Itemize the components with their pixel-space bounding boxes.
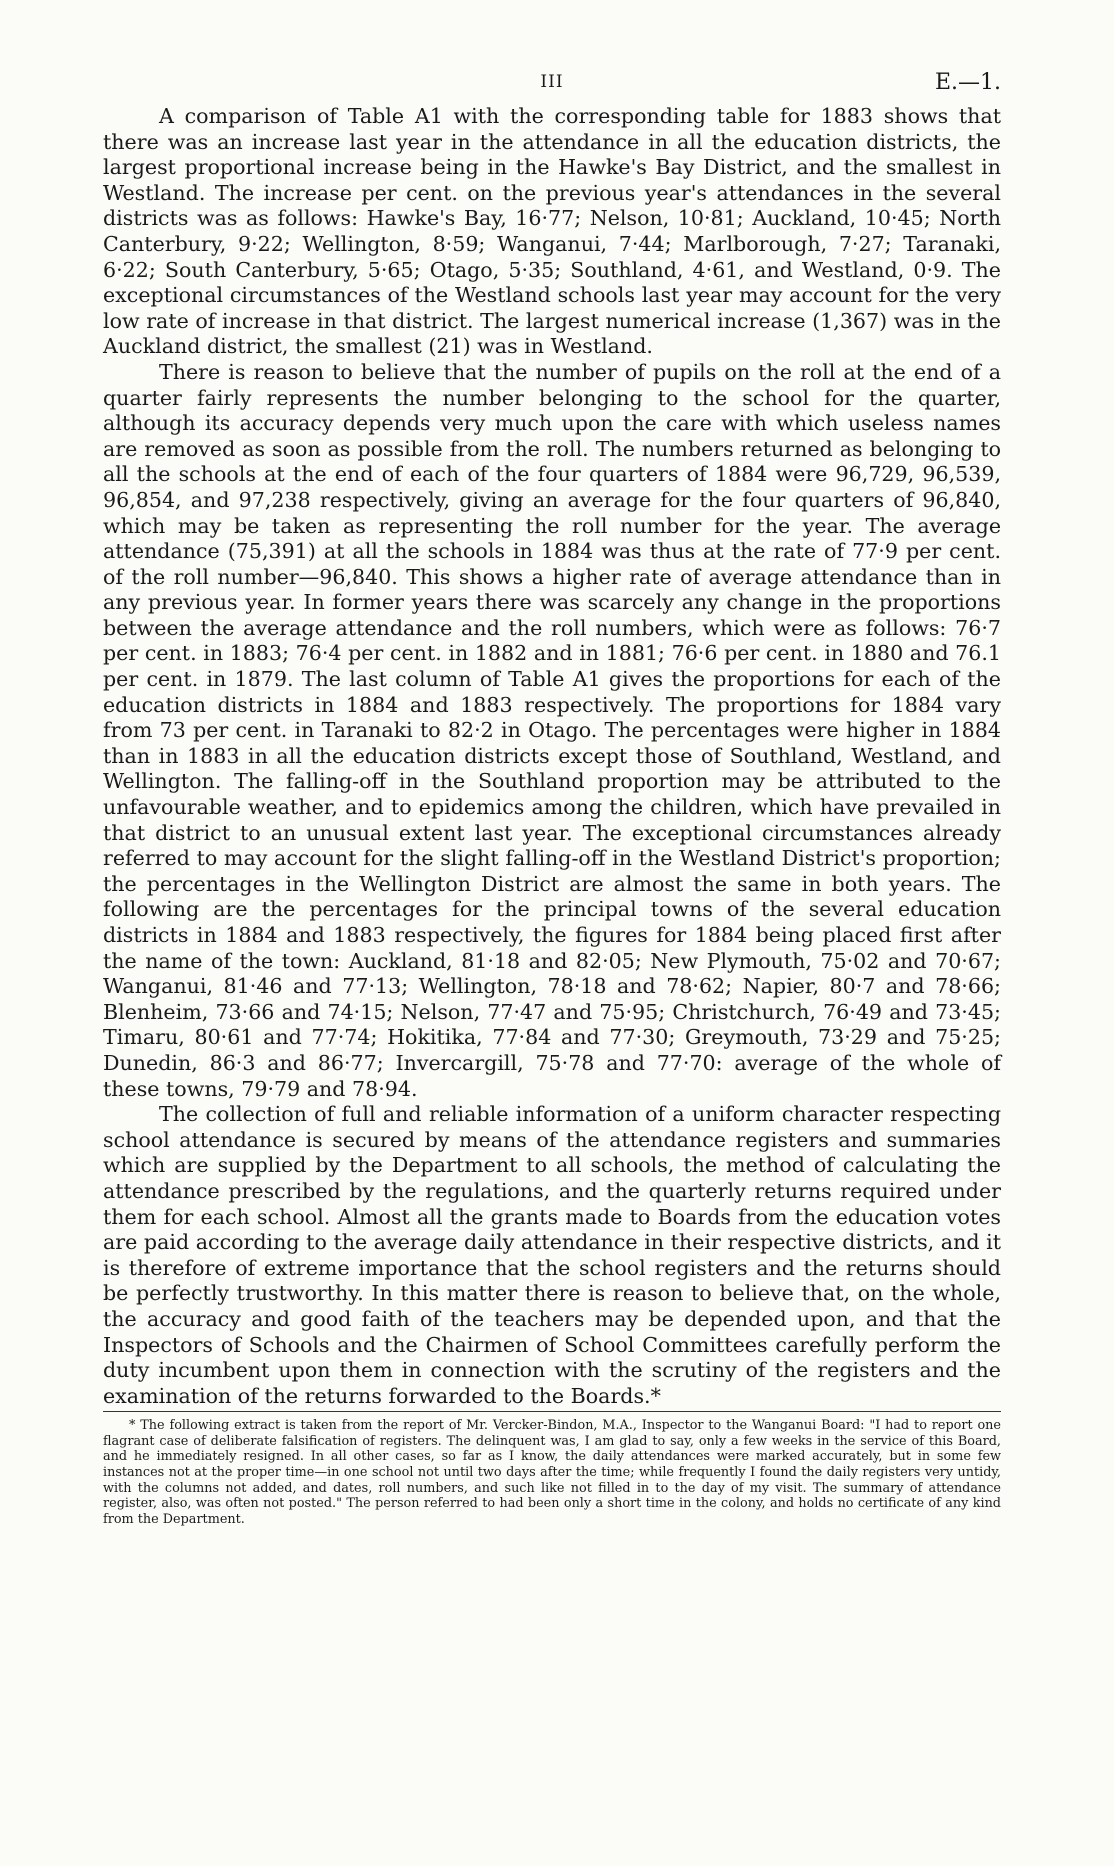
body-text [103, 104, 1001, 1409]
paragraph-attendance-increase: A comparison of Table A1 with the corresponding table for 1883 shows that there was an increase last year in the attendance in all the education districts, the largest proportional increase being in the Hawke's Bay District, and the smallest in Westland. The increase per cent. on the previous year's attendances in the several districts was as follows: Hawke's Bay, 16·77; Nelson, 10·81; Auckland, 10·45; North Canterbury, 9·22; Wellington, 8·59; Wanganui, 7·44; Marlborough, 7·27; Taranaki, 6·22; South Canterbury, 5·65; Otago, 5·35; Southland, 4·61, and Westland, 0·9. The exceptional circumstances of the Westland schools last year may account for the very low rate of increase in that district. The largest numerical increase (1,367) was in the Auckland district, the smallest (21) was in Westland. [103, 104, 1001, 359]
document-id: E.—1. [934, 70, 1001, 95]
page-number: III [540, 72, 564, 92]
paragraph-registers: The collection of full and reliable information of a uniform character respecting school attendance is secured by means of the attendance registers and summaries which are supplied by the Department to all schools, the method of calculating the attendance prescribed by the regulations, and the quarterly returns required under them for each school. Almost all the grants made to Boards from the education votes are paid according to the average daily attendance in their respective districts, and it is therefore of extreme importance that the school registers and the returns should be perfectly trustworthy. In this matter there is reason to believe that, on the whole, the accuracy and good faith of the teachers may be depended upon, and that the Inspectors of Schools and the Chairmen of School Committees carefully perform the duty incumbent upon them in connection with the scrutiny of the registers and the examination of the returns forwarded to the Boards.* [103, 1102, 1001, 1408]
document-page [103, 70, 1001, 1527]
footnote: * The following extract is taken from the report of Mr. Vercker-Bindon, M.A., Inspector to the Wanganui Board: "I had to report one flagrant case of deliberate falsification of registers. The delinquent was, I am glad to say, only a few weeks in the service of this Board, and he immediately resigned. In all other cases, so far as I know, the daily attendances were marked accurately, but in some few instances not at the proper time—in one school not until two days after the time; while frequently I found the daily registers very untidy, with the columns not added, and dates, roll numbers, and such like not filled in to the day of my visit. The summary of attendance register, also, was often not posted." The person referred to had been only a short time in the colony, and holds no certificate of any kind from the Department. [103, 1418, 1001, 1527]
paragraph-roll-numbers: There is reason to believe that the number of pupils on the roll at the end of a quarter fairly represents the number belonging to the school for the quarter, although its accuracy depends very much upon the care with which useless names are removed as soon as possible from the roll. The numbers returned as belonging to all the schools at the end of each of the four quarters of 1884 were 96,729, 96,539, 96,854, and 97,238 respectively, giving an average for the four quarters of 96,840, which may be taken as representing the roll number for the year. The average attendance (75,391) at all the schools in 1884 was thus at the rate of 77·9 per cent. of the roll number—96,840. This shows a higher rate of average attendance than in any previous year. In former years there was scarcely any change in the proportions between the average attendance and the roll numbers, which were as follows: 76·7 per cent. in 1883; 76·4 per cent. in 1882 and in 1881; 76·6 per cent. in 1880 and 76.1 per cent. in 1879. The last column of Table A1 gives the proportions for each of the education districts in 1884 and 1883 respectively. The proportions for 1884 vary from 73 per cent. in Taranaki to 82·2 in Otago. The percentages were higher in 1884 than in 1883 in all the education districts except those of Southland, Westland, and Wellington. The falling-off in the Southland proportion may be attributed to the unfavourable weather, and to epidemics among the children, which have prevailed in that district to an unusual extent last year. The exceptional circumstances already referred to may account for the slight falling-off in the Westland District's proportion; the percentages in the Wellington District are almost the same in both years. The following are the percentages for the principal towns of the several education districts in 1884 and 1883 respectively, the figures for 1884 being placed first after the name of the town: Auckland, 81·18 and 82·05; New Plymouth, 75·02 and 70·67; Wanganui, 81·46 and 77·13; Wellington, 78·18 and 78·62; Napier, 80·7 and 78·66; Blenheim, 73·66 and 74·15; Nelson, 77·47 and 75·95; Christchurch, 76·49 and 73·45; Timaru, 80·61 and 77·74; Hokitika, 77·84 and 77·30; Greymouth, 73·29 and 75·25; Dunedin, 86·3 and 86·77; Invercargill, 75·78 and 77·70: average of the whole of these towns, 79·79 and 78·94. [103, 359, 1001, 1101]
page-header [103, 70, 1001, 104]
footnote-divider [103, 1411, 1001, 1412]
